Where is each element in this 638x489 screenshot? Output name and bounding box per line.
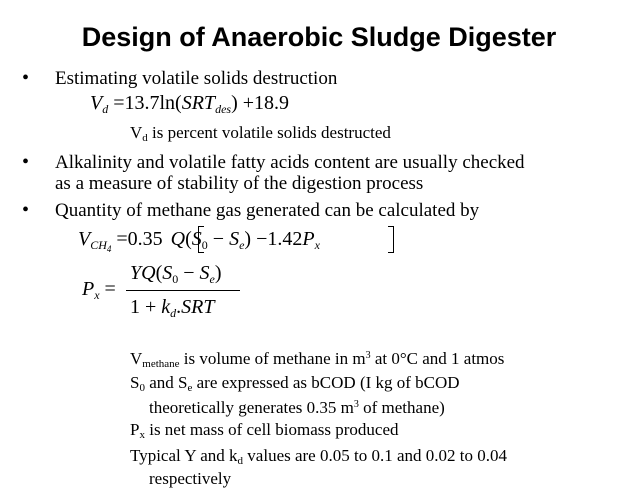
eq3-den-dot: . <box>176 296 182 318</box>
eq3-fraction-bar <box>126 290 240 291</box>
bullet-text-line1: Alkalinity and volatile fatty acids content are usually checked <box>55 152 525 173</box>
bullet-marker: • <box>22 67 30 89</box>
eq1-lhs-sub: d <box>102 102 109 116</box>
eq3-den-one: 1 <box>130 296 140 318</box>
eq1-lhs: V <box>90 92 103 114</box>
eq3-lhs-sub: x <box>94 288 100 302</box>
eq1-note <box>130 123 391 148</box>
n1-sup: 3 <box>365 350 371 361</box>
eq3-num-close: ) <box>214 262 222 284</box>
eq3-den-plus: + <box>145 296 157 318</box>
eq2-p: P <box>302 228 315 250</box>
eq3-num-open: ( <box>155 262 163 284</box>
n5-text-b: values are 0.05 to 0.1 and 0.02 to 0.04 <box>243 446 507 465</box>
n1-text-a: is volume of methane in m <box>179 349 366 368</box>
note-typical-values <box>130 446 507 471</box>
n1-v: V <box>130 349 143 368</box>
eq2-coef2: 1.42 <box>267 228 303 250</box>
equation-methane-volume: $V_{CH_4} =0.35$ $Q(S_0 - S_e) -1.42P_x$ <box>78 228 320 254</box>
eq2-s: S <box>191 228 202 250</box>
n2-e-sub: e <box>187 382 193 394</box>
note-methane-volume <box>130 346 504 374</box>
note-v-sub: d <box>142 132 148 144</box>
eq3-num-q: Q <box>141 262 156 284</box>
eq1-var-sub: des <box>215 102 232 116</box>
slide-title: Design of Anaerobic Sludge Digester <box>81 22 557 52</box>
eq3-den-k: k <box>161 296 171 318</box>
n4-text: is net mass of cell biomass produced <box>144 420 399 439</box>
eq1-plus: + <box>242 92 255 114</box>
n6-text: respectively <box>149 469 232 488</box>
eq2-p-sub: x <box>314 238 320 252</box>
equation-px-lhs <box>82 278 116 303</box>
note-px <box>130 420 399 445</box>
eq2-se: e <box>239 238 245 252</box>
n3-text-a: theoretically generates 0.35 m <box>149 398 354 417</box>
eq2-s0: 0 <box>201 238 208 252</box>
eq2-right-bracket <box>388 226 394 253</box>
eq3-equals: = <box>104 278 116 300</box>
eq2-lhs: V <box>78 228 91 250</box>
eq2-close: ) <box>244 228 252 250</box>
eq2-equals: = <box>116 228 128 250</box>
n2-mid: and S <box>144 373 188 392</box>
eq3-num-minus: − <box>183 262 195 284</box>
note-respectively <box>149 469 231 489</box>
eq2-left-bracket <box>198 226 204 253</box>
n4-p: P <box>130 420 140 439</box>
n2-s: S <box>130 373 140 392</box>
note-text: is percent volatile solids destructed <box>147 123 391 142</box>
equation-volatile-solids <box>90 92 289 117</box>
eq3-den-k-sub: d <box>170 306 177 320</box>
eq3-num-s: S <box>162 262 173 284</box>
eq2-q: Q <box>170 228 186 250</box>
eq1-var: SRT <box>181 92 216 114</box>
n3-text-b: of methane) <box>358 398 445 417</box>
equation-px-numerator: $YQ(S_0 - S_e)$ <box>130 262 222 286</box>
note-v: V <box>130 123 143 142</box>
eq3-num-y: Y <box>130 262 142 284</box>
n3-sup: 3 <box>353 399 359 410</box>
n1-v-sub: methane <box>142 358 180 370</box>
eq1-fn: ln( <box>159 92 182 114</box>
bullet-marker: • <box>22 151 30 173</box>
eq3-num-s0: 0 <box>172 272 179 286</box>
n5-k-sub: d <box>237 455 244 467</box>
n2-text: are expressed as bCOD (I kg of bCOD <box>192 373 460 392</box>
eq2-minus: − <box>212 228 225 250</box>
eq3-den-srt: SRT <box>181 296 215 318</box>
n1-text-b: at 0°C and 1 atmos <box>370 349 505 368</box>
eq2-lhs-subsub: 4 <box>106 244 112 254</box>
bullet-marker: • <box>22 199 30 221</box>
eq2-coef: 0.35 <box>127 228 163 250</box>
eq2-lhs-sub-text: CH <box>90 238 107 252</box>
n2-s-sub: 0 <box>139 382 145 394</box>
eq2-lhs-sub <box>90 238 111 252</box>
eq2-open: ( <box>185 228 192 250</box>
eq1-coef: 13.7 <box>124 92 160 114</box>
equation-px-denominator <box>130 296 215 321</box>
bullet-text-line2: as a measure of stability of the digestion process <box>55 173 424 194</box>
bullet-text: Quantity of methane gas generated can be calculated by <box>55 200 480 221</box>
bullet-text: Estimating volatile solids destruction <box>55 68 338 89</box>
n5-text-a: Typical Y and k <box>130 446 238 465</box>
eq1-const: 18.9 <box>254 92 290 114</box>
eq3-num-se: e <box>209 272 215 286</box>
eq1-equals: = <box>113 92 125 114</box>
eq3-lhs: P <box>82 278 95 300</box>
eq1-close: ) <box>231 92 238 114</box>
eq2-minus2: − <box>256 228 268 250</box>
n4-p-sub: x <box>139 429 145 441</box>
note-bcod-cont <box>149 395 445 418</box>
